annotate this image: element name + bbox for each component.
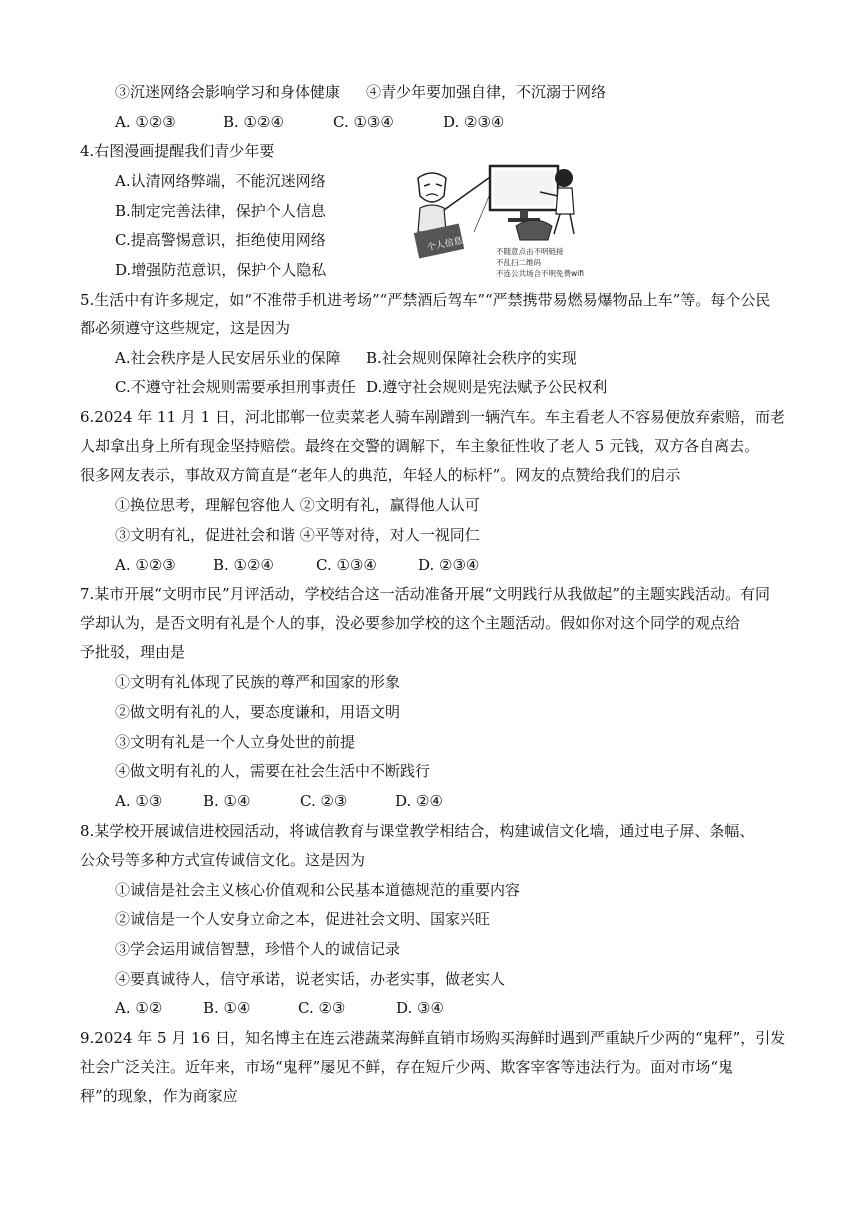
q9-stem-3: 秤”的现象，作为商家应 bbox=[80, 1087, 238, 1105]
q7-stem-1: 7.某市开展“文明市民”月评活动，学校结合这一活动准备开展“文明践行从我做起”的主题实践活动。有同 bbox=[80, 585, 770, 603]
cartoon-caption-3: 不连公共场合不明免费wifi bbox=[496, 269, 584, 278]
q4-option-b[interactable]: B.制定完善法律，保护个人信息 bbox=[115, 202, 326, 220]
q7-item-4: ④做文明有礼的人，需要在社会生活中不断践行 bbox=[115, 762, 431, 780]
q7-option-a[interactable]: A. ①③ bbox=[115, 792, 163, 810]
q6-option-a[interactable]: A. ①②③ bbox=[115, 556, 176, 574]
q7-options bbox=[115, 791, 443, 811]
q7-item-3: ③文明有礼是一个人立身处世的前提 bbox=[115, 733, 356, 751]
q4-option-a[interactable]: A.认清网络弊端，不能沉迷网络 bbox=[115, 172, 326, 190]
q8-item-1: ①诚信是社会主义核心价值观和公民基本道德规范的重要内容 bbox=[115, 881, 521, 899]
q3-option-c[interactable]: C. ①③④ bbox=[333, 113, 394, 131]
q5-option-b[interactable]: B.社会规则保障社会秩序的实现 bbox=[366, 349, 577, 367]
q5-stem-2: 都必须遵守这些规定，这是因为 bbox=[80, 319, 291, 337]
q5-option-d[interactable]: D.遵守社会规则是宪法赋予公民权利 bbox=[366, 378, 608, 396]
q6-option-d[interactable]: D. ②③④ bbox=[418, 556, 480, 574]
masked-figure bbox=[418, 173, 446, 232]
q7-item-1: ①文明有礼体现了民族的尊严和国家的形象 bbox=[115, 673, 401, 691]
q8-item-3: ③学会运用诚信智慧，珍惜个人的诚信记录 bbox=[115, 940, 401, 958]
q8-item-4: ④要真诚待人，信守承诺，说老实话，办老实事，做老实人 bbox=[115, 970, 506, 988]
q8-option-d[interactable]: D. ③④ bbox=[396, 999, 444, 1017]
q7-stem-2: 学却认为，是否文明有礼是个人的事，没必要参加学校的这个主题活动。假如你对这个同学的观点给 bbox=[80, 614, 741, 632]
q3-option-d[interactable]: D. ②③④ bbox=[443, 113, 505, 131]
q7-option-b[interactable]: B. ①④ bbox=[203, 792, 251, 810]
cartoon-caption-2: 不乱扫二维码 bbox=[496, 258, 541, 267]
q3-option-b[interactable]: B. ①②④ bbox=[223, 113, 284, 131]
q3-option-a[interactable]: A. ①②③ bbox=[115, 113, 176, 131]
q6-option-c[interactable]: C. ①③④ bbox=[316, 556, 377, 574]
q4-option-c[interactable]: C.提高警惕意识，拒绝使用网络 bbox=[115, 231, 326, 249]
q6-stem-1: 6.2024 年 11 月 1 日，河北邯郸一位卖菜老人骑车剐蹭到一辆汽车。车主看老人不容易便放弃索赔，而老 bbox=[80, 408, 785, 426]
q9-stem-1: 9.2024 年 5 月 16 日，知名博主在连云港蔬菜海鲜直销市场购买海鲜时遇到严重缺斤少两的“鬼秤”，引发 bbox=[80, 1029, 786, 1047]
q7-item-2: ②做文明有礼的人，要态度谦和，用语文明 bbox=[115, 703, 401, 721]
bag-icon bbox=[516, 220, 552, 240]
q6-options bbox=[115, 555, 479, 575]
q3-item-3: ③沉迷网络会影响学习和身体健康 bbox=[115, 83, 341, 101]
q8-option-c[interactable]: C. ②③ bbox=[298, 999, 346, 1017]
q9-stem-2: 社会广泛关注。近年来，市场“鬼秤”屡见不鲜，存在短斤少两、欺客宰客等违法行为。面对市场“鬼 bbox=[80, 1058, 734, 1076]
q6-items-2: ③文明有礼，促进社会和谐 ④平等对待，对人一视同仁 bbox=[115, 526, 480, 544]
q8-stem-1: 8.某学校开展诚信进校园活动，将诚信教育与课堂教学相结合，构建诚信文化墙，通过电子屏、条幅、 bbox=[80, 822, 755, 840]
q4-stem: 4.右图漫画提醒我们青少年要 bbox=[80, 142, 275, 160]
tag-text: 个人信息 bbox=[426, 236, 464, 254]
q7-option-d[interactable]: D. ②④ bbox=[395, 792, 443, 810]
q3-options bbox=[115, 112, 504, 132]
q6-option-b[interactable]: B. ①②④ bbox=[213, 556, 274, 574]
q5-stem-1: 5.生活中有许多规定，如“不准带手机进考场”“严禁酒后驾车”“严禁携带易燃易爆物品上车”等。每个公民 bbox=[80, 291, 771, 309]
q6-stem-2: 人却拿出身上所有现金坚持赔偿。最终在交警的调解下，车主象征性收了老人 5 元钱，双方各自离去。 bbox=[80, 437, 760, 455]
q5-option-a[interactable]: A.社会秩序是人民安居乐业的保障 bbox=[115, 349, 341, 367]
q8-item-2: ②诚信是一个人安身立命之本，促进社会文明、国家兴旺 bbox=[115, 910, 491, 928]
cartoon-caption-1: 不随意点击不明链接 bbox=[496, 247, 564, 256]
q8-stem-2: 公众号等多种方式宣传诚信文化。这是因为 bbox=[80, 851, 366, 869]
q8-option-a[interactable]: A. ①② bbox=[115, 999, 163, 1017]
q8-options bbox=[115, 998, 444, 1018]
q5-option-c[interactable]: C.不遵守社会规则需要承担刑事责任 bbox=[115, 378, 356, 396]
q4-option-d[interactable]: D.增强防范意识，保护个人隐私 bbox=[115, 261, 327, 279]
q8-option-b[interactable]: B. ①④ bbox=[203, 999, 251, 1017]
q6-stem-3: 很多网友表示，事故双方简直是“老年人的典范，年轻人的标杆”。网友的点赞给我们的启示 bbox=[80, 466, 681, 484]
cartoon-illustration bbox=[408, 162, 598, 286]
q7-option-c[interactable]: C. ②③ bbox=[300, 792, 348, 810]
q7-stem-3: 予批驳，理由是 bbox=[80, 643, 186, 661]
q3-item-4: ④青少年要加强自律，不沉溺于网络 bbox=[366, 83, 607, 101]
q6-items-1: ①换位思考，理解包容他人 ②文明有礼，赢得他人认可 bbox=[115, 496, 480, 514]
